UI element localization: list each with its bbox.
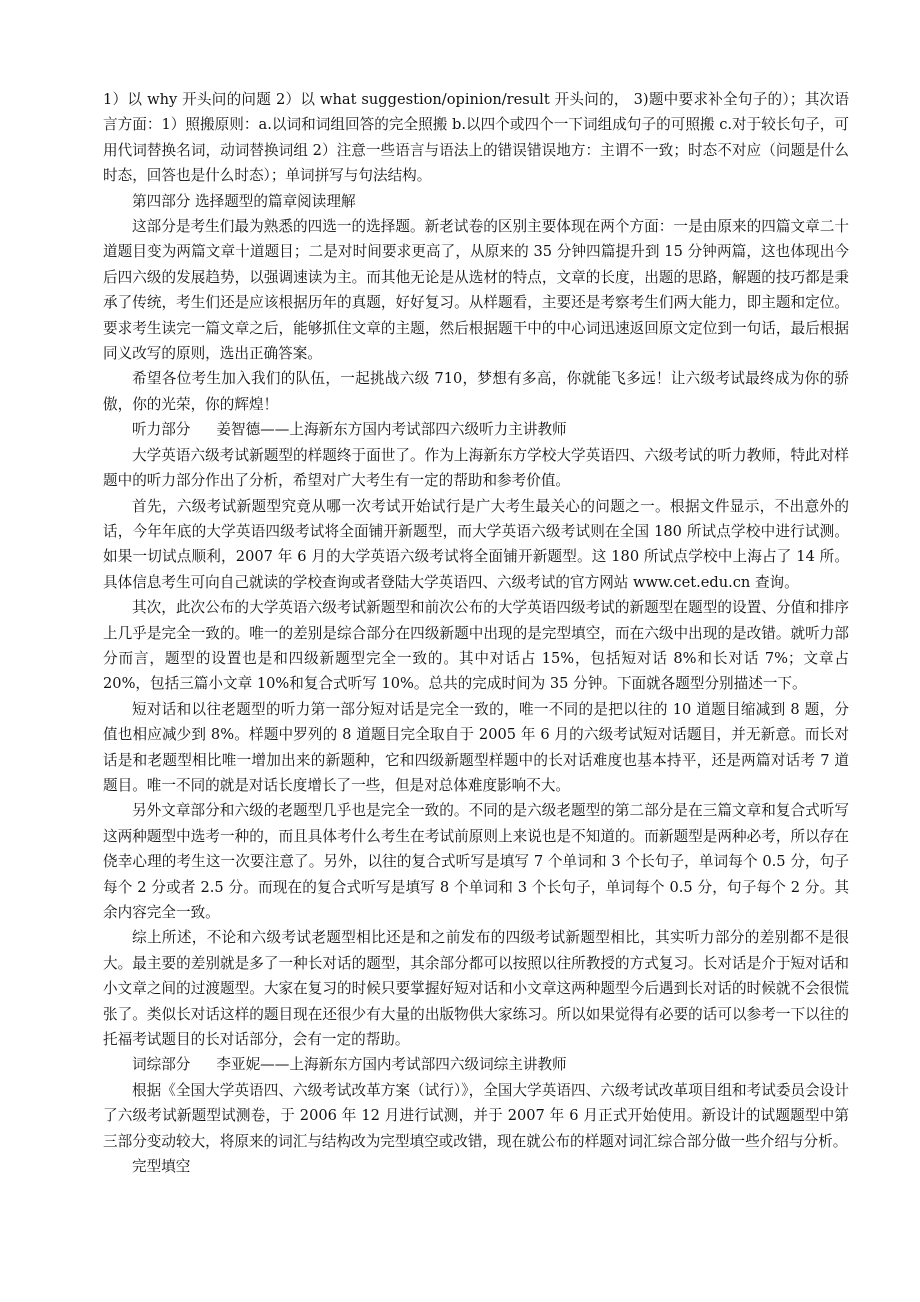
vocab-heading-label: 词综部分 [132,1056,191,1074]
listening-heading-label: 听力部分 [132,421,191,439]
document-body [103,87,849,1179]
vocab-paragraph: 根据《全国大学英语四、六级考试改革方案（试行）》，全国大学英语四、六级考试改革项目组和考试委员会设计了六级考试新题型试测卷，于 2006 年 12 月进行试测，并于 2007 年 6 月正式开始使用。新设计的试题题型中第三部分变动较大，将原来的词汇与结构改为完型填空或改错，现在就公布的样题对词汇综合部分做一些介绍与分析。 [103,1081,849,1150]
listening-heading [103,417,849,442]
listening-paragraph: 首先，六级考试新题型究竟从哪一次考试开始试行是广大考生最关心的问题之一。根据文件显示，不出意外的话，今年年底的大学英语四级考试将全面铺开新题型，而大学英语六级考试则在全国 180 所试点学校中进行试测。如果一切试点顺利，2007 年 6 月的大学英语六级考试将全面铺开新题型。这 180 所试点学校中上海占了 14 所。具体信息考生可向自己就读的学校查询或者登陆大学英语四、六级考试的官方网站 www.cet.edu.cn 查询。 [103,497,849,591]
vocab-heading [103,1052,849,1077]
intro-paragraph: 1）以 why 开头问的问题 2）以 what suggestion/opinion/result 开头问的， 3)题中要求补全句子的）；其次语言方面：1）照搬原则：a.以词和词组回答的完全照搬 b.以四个或四个一下词组成句子的可照搬 c.对于较长句子，可用代词替换名词，动词替换词组 2）注意一些语言与语法上的错误错误地方：主谓不一致；时态不对应（问题是什么时态，回答也是什么时态）；单词拼写与句法结构。 [103,91,849,185]
section4-heading: 第四部分 选择题型的篇章阅读理解 [132,192,356,210]
listening-paragraph: 短对话和以往老题型的听力第一部分短对话是完全一致的，唯一不同的是把以往的 10 道题目缩减到 8 题，分值也相应减少到 8%。样题中罗列的 8 道题目完全取自于 2005 年 6 月的六级考试短对话题目，并无新意。而长对话是和老题型相比唯一增加出来的新题种，它和四级新题型样题中的长对话难度也基本持平，还是两篇对话考 7 道题目。唯一不同的就是对话长度增长了一些，但是对总体难度影响不大。 [103,700,849,794]
listening-paragraph: 其次，此次公布的大学英语六级考试新题型和前次公布的大学英语四级考试的新题型在题型的设置、分值和排序上几乎是完全一致的。唯一的差别是综合部分在四级新题中出现的是完型填空，而在六级中出现的是改错。就听力部分而言，题型的设置也是和四级新题型完全一致的。其中对话占 15%，包括短对话 8%和长对话 7%；文章占 20%，包括三篇小文章 10%和复合式听写 10%。总共的完成时间为 35 分钟。下面就各题型分别描述一下。 [103,599,849,693]
listening-paragraph: 大学英语六级考试新题型的样题终于面世了。作为上海新东方学校大学英语四、六级考试的听力教师，特此对样题中的听力部分作出了分析，希望对广大考生有一定的帮助和参考价值。 [103,446,849,490]
section4-paragraph: 这部分是考生们最为熟悉的四选一的选择题。新老试卷的区别主要体现在两个方面：一是由原来的四篇文章二十道题目变为两篇文章十道题目；二是对时间要求更高了，从原来的 35 分钟四篇提升到 15 分钟两篇，这也体现出今后四六级的发展趋势，以强调速读为主。而其他无论是从选材的特点，文章的长度，出题的思路，解题的技巧都是秉承了传统，考生们还是应该根据历年的真题，好好复习。从样题看，主要还是考察考生们两大能力，即主题和定位。要求考生读完一篇文章之后，能够抓住文章的主题，然后根据题干中的中心词迅速返回原文定位到一句话，最后根据同义改写的原则，选出正确答案。 [103,218,849,363]
listening-heading-author: 姜智德——上海新东方国内考试部四六级听力主讲教师 [216,421,567,439]
vocab-heading-author: 李亚妮——上海新东方国内考试部四六级词综主讲教师 [216,1056,567,1074]
cloze-heading: 完型填空 [132,1158,191,1176]
listening-paragraph: 综上所述，不论和六级考试老题型相比还是和之前发布的四级考试新题型相比，其实听力部分的差别都不是很大。最主要的差别就是多了一种长对话的题型，其余部分都可以按照以往所教授的方式复习。长对话是介于短对话和小文章之间的过渡题型。大家在复习的时候只要掌握好短对话和小文章这两种题型今后遇到长对话的时候就不会很慌张了。类似长对话这样的题目现在还很少有大量的出版物供大家练习。所以如果觉得有必要的话可以参考一下以往的托福考试题目的长对话部分，会有一定的帮助。 [103,929,849,1049]
closing-wish-paragraph: 希望各位考生加入我们的队伍，一起挑战六级 710，梦想有多高，你就能飞多远！让六级考试最终成为你的骄傲，你的光荣，你的辉煌！ [103,370,849,413]
listening-paragraph: 另外文章部分和六级的老题型几乎也是完全一致的。不同的是六级老题型的第二部分是在三篇文章和复合式听写这两种题型中选考一种的，而且具体考什么考生在考试前原则上来说也是不知道的。而新题型是两种必考，所以存在侥幸心理的考生这一次要注意了。另外，以往的复合式听写是填写 7 个单词和 3 个长句子，单词每个 0.5 分，句子每个 2 分或者 2.5 分。而现在的复合式听写是填写 8 个单词和 3 个长句子，单词每个 0.5 分，句子每个 2 分。其余内容完全一致。 [103,802,849,921]
